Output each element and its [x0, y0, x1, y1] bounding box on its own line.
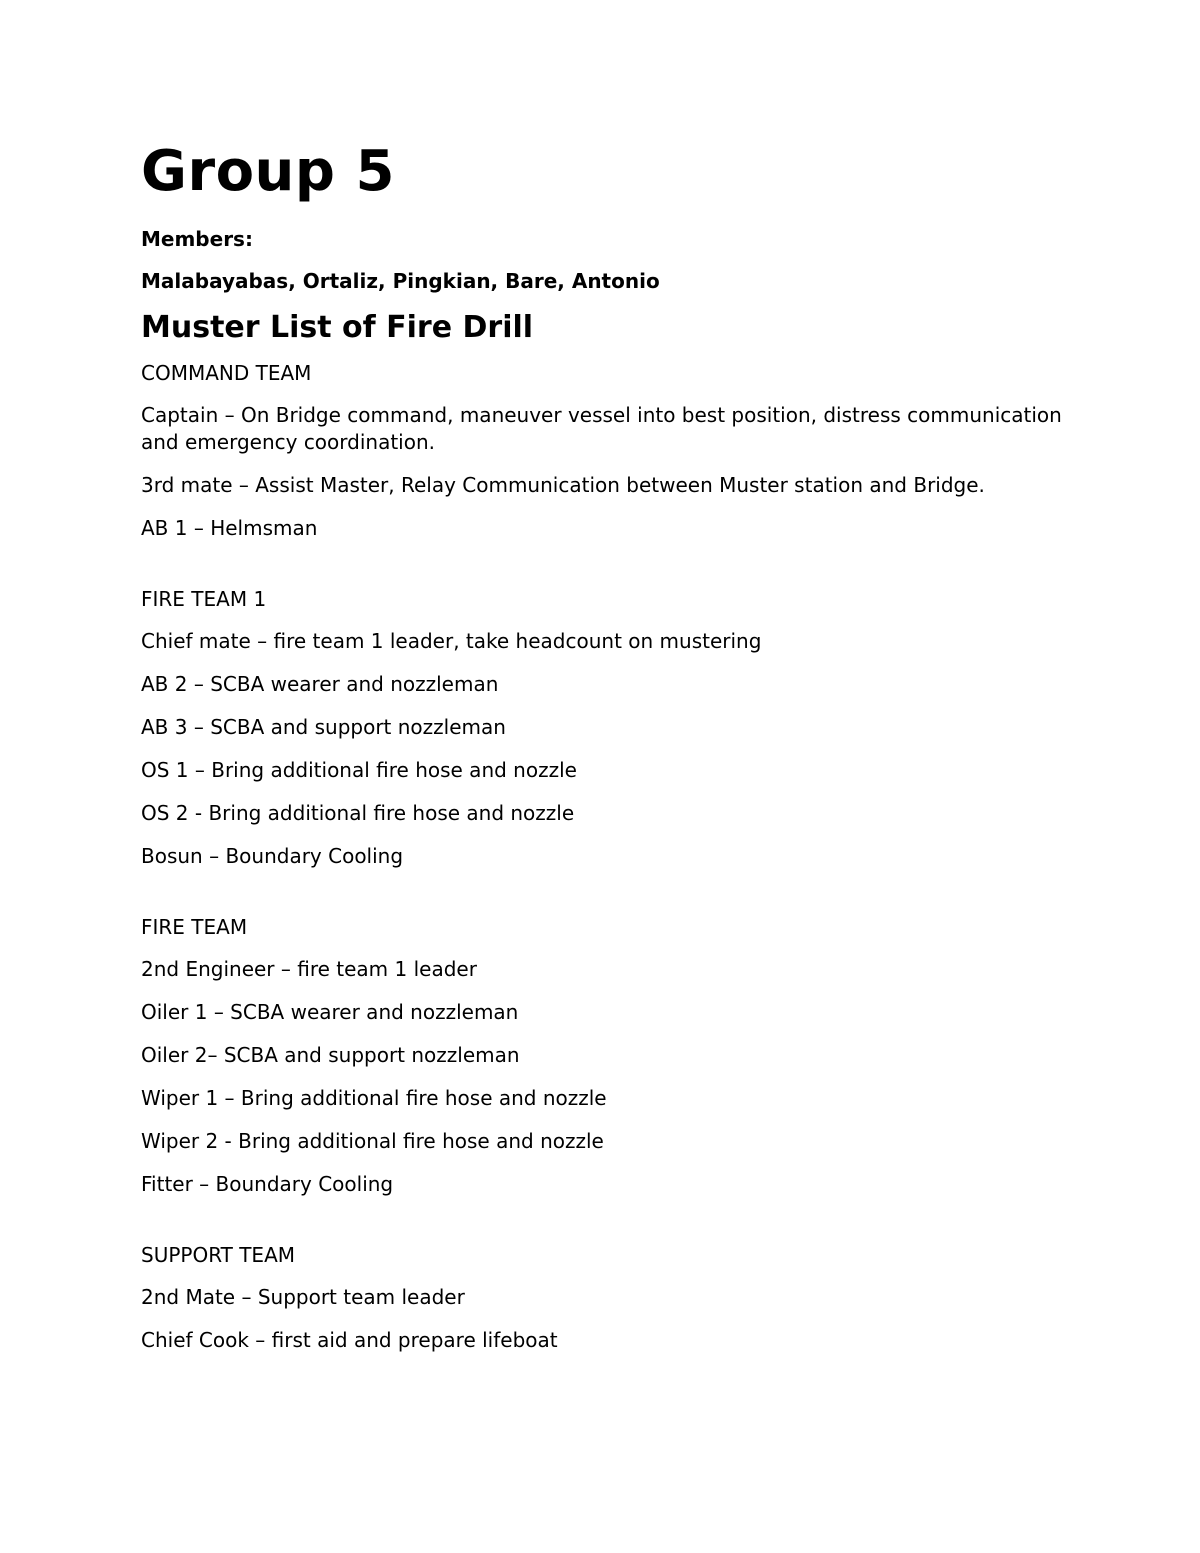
- list-item: 3rd mate – Assist Master, Relay Communication between Muster station and Bridge.: [141, 473, 985, 497]
- list-item: Wiper 1 – Bring additional fire hose and nozzle: [141, 1086, 607, 1110]
- list-item: AB 1 – Helmsman: [141, 516, 318, 540]
- list-item: Chief mate – fire team 1 leader, take headcount on mustering: [141, 629, 762, 653]
- list-item: Wiper 2 - Bring additional fire hose and nozzle: [141, 1129, 604, 1153]
- list-item: AB 3 – SCBA and support nozzleman: [141, 715, 506, 739]
- list-item: Fitter – Boundary Cooling: [141, 1172, 394, 1196]
- section-heading: SUPPORT TEAM: [141, 1243, 296, 1267]
- list-item: 2nd Engineer – fire team 1 leader: [141, 957, 477, 981]
- members-names: Malabayabas, Ortaliz, Pingkian, Bare, Antonio: [141, 269, 660, 293]
- section-fire-team: [141, 914, 1081, 1198]
- list-item: Oiler 2– SCBA and support nozzleman: [141, 1043, 520, 1067]
- list-item: Chief Cook – first aid and prepare lifeboat: [141, 1328, 558, 1352]
- section-heading: COMMAND TEAM: [141, 361, 312, 385]
- list-item: Oiler 1 – SCBA wearer and nozzleman: [141, 1000, 519, 1024]
- members-label: Members:: [141, 227, 253, 251]
- section-fire-team-1: [141, 586, 1081, 870]
- list-item: Bosun – Boundary Cooling: [141, 844, 404, 868]
- section-command-team: [141, 360, 1081, 542]
- document-title: Group 5: [141, 139, 395, 204]
- section-heading: FIRE TEAM: [141, 915, 248, 939]
- document-page: [141, 138, 1081, 1370]
- document-subtitle: Muster List of Fire Drill: [141, 310, 534, 345]
- list-item: OS 2 - Bring additional fire hose and nozzle: [141, 801, 575, 825]
- list-item: OS 1 – Bring additional fire hose and nozzle: [141, 758, 577, 782]
- section-heading: FIRE TEAM 1: [141, 587, 267, 611]
- list-item: 2nd Mate – Support team leader: [141, 1285, 465, 1309]
- list-item: AB 2 – SCBA wearer and nozzleman: [141, 672, 499, 696]
- section-support-team: [141, 1242, 1081, 1354]
- list-item: Captain – On Bridge command, maneuver vessel into best position, distress communication and emergency coordination.: [141, 403, 1062, 454]
